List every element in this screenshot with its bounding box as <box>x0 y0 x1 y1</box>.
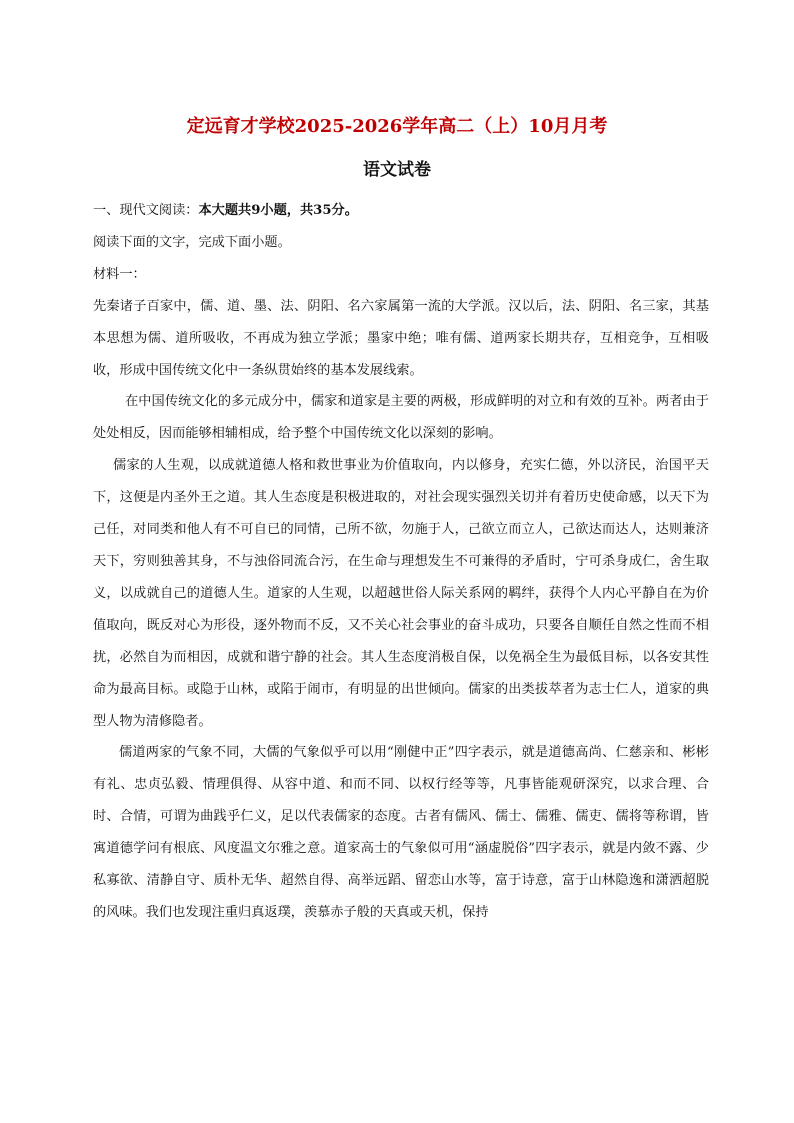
paragraph-3: 儒家的人生观，以成就道德人格和救世事业为价值取向，内以修身，充实仁德，外以济民，治国平天下，这便是内圣外王之道。其人生态度是积极进取的，对社会现实强烈关切并有着历史使命感，以天下为己任，对同类和他人有不可自已的同情，己所不欲，勿施于人，己欲立而立人，己欲达而达人，达则兼济天下，穷则独善其身，不与浊俗同流合污，在生命与理想发生不可兼得的矛盾时，宁可杀身成仁，舍生取义，以成就自己的道德人生。道家的人生观，以超越世俗人际关系网的羁绊，获得个人内心平静自在为价值取向，既反对心为形役，逐外物而不反，又不关心社会事业的奋斗成功，只要各自顺任自然之性而不相扰，必然自为而相因，成就和谐宁静的社会。其人生态度消极自保，以免祸全生为最低目标，以各安其性命为最高目标。或隐于山林，或陷于闹市，有明显的出世倾向。儒家的出类拔萃者为志士仁人，道家的典型人物为清修隐者。 <box>93 458 709 729</box>
document-body <box>93 195 709 929</box>
exam-subtitle: 语文试卷 <box>363 160 431 180</box>
paragraph-1: 先秦诸子百家中，儒、道、墨、法、阴阳、名六家属第一流的大学派。汉以后，法、阴阳、名三家，其基本思想为儒、道所吸收，不再成为独立学派；墨家中绝；唯有儒、道两家长期共存，互相竞争，互相吸收，形成中国传统文化中一条纵贯始终的基本发展线索。 <box>93 298 709 378</box>
section-heading <box>93 195 709 227</box>
reading-instruction: 阅读下面的文字，完成下面小题。 <box>93 234 291 250</box>
paragraph-4: 儒道两家的气象不同，大儒的气象似乎可以用“刚健中正”四字表示，就是道德高尚、仁慈亲和、彬彬有礼、忠贞弘毅、情理俱得、从容中道、和而不同、以权行经等等，凡事皆能观研深究，以求合理、合时、合情，可谓为曲践乎仁义，足以代表儒家的态度。古者有儒风、儒士、儒雅、儒吏、儒将等称谓，皆寓道德学问有根底、风度温文尔雅之意。道家高士的气象似可用“涵虚脱俗”四字表示，就是内敛不露、少私寡欲、清静自守、质朴无华、超然自得、高举远蹈、留恋山水等，富于诗意，富于山林隐逸和潇洒超脱的风味。我们也发现注重归真返璞，羡慕赤子般的天真或天机，保持 <box>93 745 709 920</box>
material-label: 材料一： <box>93 266 146 282</box>
section-description: 本大题共9小题，共35分。 <box>198 203 358 218</box>
paragraph-2: 在中国传统文化的多元成分中，儒家和道家是主要的两极，形成鲜明的对立和有效的互补。两者由于处处相反，因而能够相辅相成，给予整个中国传统文化以深刻的影响。 <box>93 394 709 442</box>
exam-title: 定远育才学校2025-2026学年高二（上）10月月考 <box>186 116 608 137</box>
section-prefix: 一、现代文阅读： <box>93 203 199 218</box>
